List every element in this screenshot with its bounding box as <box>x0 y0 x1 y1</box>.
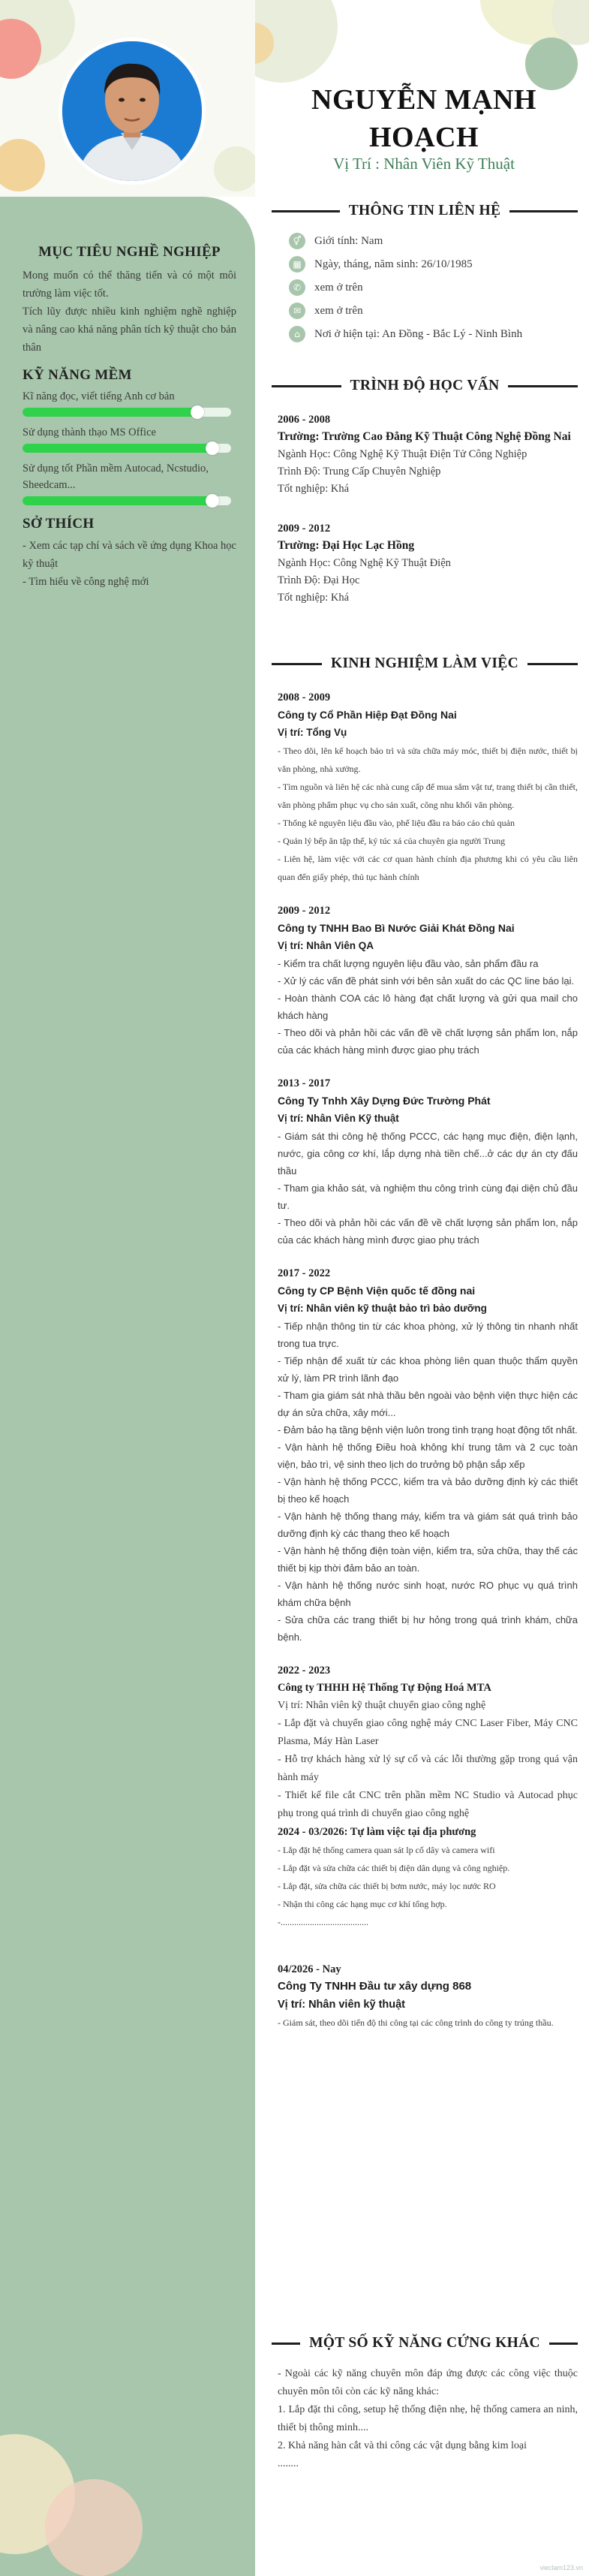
job-period: 2008 - 2009 <box>278 691 331 704</box>
title-rule <box>272 2343 300 2345</box>
job-duty: - Giám sát, theo dõi tiến độ thi công tại các công trình do công ty trúng thầu. <box>278 2017 554 2028</box>
education-detail: Trình Độ: Trung Cấp Chuyên Nghiệp <box>278 465 441 478</box>
hard-skill-line: 2. Khả năng hàn cắt và thi công các vật dụng bằng kim loại <box>278 2440 527 2451</box>
gender-icon: ⚥ <box>289 233 305 249</box>
job-company: Công Ty TNHH Đầu tư xây dựng 868 <box>278 1980 472 1993</box>
title-rule <box>549 2343 578 2345</box>
skill-bar-knob <box>191 405 204 419</box>
job-duty: - Thiết kế file cắt CNC trên phần mềm NC Studio và Autocad phục phụ trong quá trình di chuyển giao công nghệ <box>278 1790 578 1819</box>
freelance-title: 2024 - 03/2026: Tự làm việc tại địa phương <box>278 1826 476 1838</box>
job-company: Công ty TNHH Bao Bì Nước Giải Khát Đồng Nai <box>278 922 515 934</box>
education-item <box>278 520 578 607</box>
education-school: Trường: Trường Cao Đẳng Kỹ Thuật Công Nghệ Đồng Nai <box>278 430 571 443</box>
experience-item <box>278 1961 578 2032</box>
job-duty: - Vận hành hệ thống PCCC, kiểm tra và bảo dưỡng định kỳ các thiết bị theo kế hoạch <box>278 1476 578 1505</box>
contact-item <box>289 278 578 297</box>
avatar <box>59 38 206 185</box>
title-rule <box>272 210 340 212</box>
skill-bar-fill <box>23 496 215 505</box>
contact-text: Nơi ở hiện tại: An Đồng - Bắc Lý - Ninh Bình <box>314 328 523 340</box>
skill-item <box>23 424 236 453</box>
job-duty: - Thống kê nguyên liệu đầu vào, phế liệu đầu ra báo cáo chủ quản <box>278 818 515 828</box>
skill-item <box>23 460 236 505</box>
skill-bar <box>23 444 231 453</box>
left-column <box>0 0 255 2576</box>
job-duty: - Theo dõi và phản hồi các vấn đề về chất lượng sản phẩm lon, nắp của các khách hàng mình được giao phụ trách <box>278 1217 578 1246</box>
education-section-title <box>272 378 578 394</box>
job-duty: - Tìm nguồn và liên hệ các nhà cung cấp để mua sắm vật tư, trang thiết bị cần thiết, văn phòng phẩm phục vụ cho sản xuất, công nhu khối văn phòng. <box>278 782 578 810</box>
experience-item <box>278 1265 578 1646</box>
section-title-text: THÔNG TIN LIÊN HỆ <box>348 203 501 218</box>
hard-skills-list <box>278 2365 578 2473</box>
job-company: Công ty THHH Hệ Thống Tự Động Hoá MTA <box>278 1682 491 1694</box>
job-duty: - Kiểm tra chất lượng nguyên liệu đầu vào, sản phẩm đầu ra <box>278 958 539 969</box>
education-period: 2009 - 2012 <box>278 523 331 535</box>
title-rule <box>272 385 341 387</box>
avatar-portrait-icon <box>62 41 202 181</box>
job-role: Vị trí: Nhân viên kỹ thuật <box>278 1999 405 2011</box>
job-duty: - Tham gia giám sát nhà thầu bên ngoài vào bệnh viện thực hiện các dự án sửa chữa, xây mới... <box>278 1390 578 1418</box>
education-period: 2006 - 2008 <box>278 414 331 426</box>
section-title-text: KINH NGHIỆM LÀM VIỆC <box>331 655 518 671</box>
section-title-text: MỘT SỐ KỸ NĂNG CỨNG KHÁC <box>309 2335 540 2351</box>
watermark: vieclam123.vn <box>539 2564 583 2571</box>
experience-list <box>278 689 578 2032</box>
job-duty: - Nhận thi công các hạng mục cơ khí tổng hợp. <box>278 1899 447 1909</box>
job-duty: - Liên hệ, làm việc với các cơ quan hành chính địa phương khi có yêu cầu liên quan đến giấy phép, thủ tục hành chính <box>278 854 578 882</box>
skill-bar-fill <box>23 444 215 453</box>
decor-blob <box>0 139 45 191</box>
left-content <box>23 244 236 591</box>
objective-text <box>23 267 236 357</box>
skill-bar <box>23 496 231 505</box>
skill-label: Sử dụng tốt Phần mềm Autocad, Ncstudio, Sheedcam... <box>23 462 209 491</box>
hard-skill-line: ........ <box>278 2458 299 2469</box>
job-duty: - Xử lý các vấn đề phát sinh với bên sản xuất do các QC line báo lại. <box>278 975 575 987</box>
hobby-line: - Tìm hiểu về công nghệ mới <box>23 576 149 588</box>
job-duty: - Lắp đặt và sửa chữa các thiết bị điện dân dụng và công nghiệp. <box>278 1863 510 1873</box>
education-item <box>278 411 578 498</box>
job-duty: - Vận hành hệ thống thang máy, kiểm tra và giám sát quá trình bảo dưỡng định kỳ các thang theo kế hoạch <box>278 1511 578 1539</box>
education-detail: Ngành Học: Công Nghệ Kỹ Thuật Điện Tử Công Nghiệp <box>278 448 527 460</box>
job-role: Vị trí: Nhân viên kỹ thuật chuyển giao công nghệ <box>278 1700 486 1711</box>
experience-item <box>278 1075 578 1249</box>
soft-skills-heading: KỸ NĂNG MỀM <box>23 367 132 383</box>
contact-text: xem ở trên <box>314 305 363 317</box>
contact-list <box>289 231 578 348</box>
job-duty: - Vận hành hệ thống điện toàn viện, kiểm tra, sửa chữa, thay thế các thiết bị kịp thời đảm bảo an toàn. <box>278 1545 578 1574</box>
title-rule <box>527 663 578 665</box>
contact-item <box>289 324 578 344</box>
job-duty: - Lắp đặt, sửa chữa các thiết bị bơm nước, máy lọc nước RO <box>278 1881 496 1891</box>
contact-text: Ngày, tháng, năm sinh: 26/10/1985 <box>314 258 473 270</box>
decor-blob <box>45 2479 143 2576</box>
job-period: 04/2026 - Nay <box>278 1963 341 1975</box>
experience-item <box>278 689 578 886</box>
skill-bar-knob <box>206 441 219 455</box>
calendar-icon: ▦ <box>289 256 305 273</box>
job-duty: - Giám sát thi công hệ thống PCCC, các hạng mục điện, điện lạnh, nước, gia công cơ khí, lắp dựng nhà tiền chế...ở các dự án cty đấu thầu <box>278 1131 578 1177</box>
objective-line: Mong muốn có thể thăng tiến và có một môi trường làm việc tốt. <box>23 270 236 300</box>
job-role: Vị trí: Nhân Viên QA <box>278 940 374 951</box>
education-detail: Ngành Học: Công Nghệ Kỹ Thuật Điện <box>278 557 451 569</box>
contact-item <box>289 301 578 321</box>
contact-text: Giới tính: Nam <box>314 235 383 247</box>
email-icon: ✉ <box>289 303 305 319</box>
job-period: 2017 - 2022 <box>278 1267 331 1279</box>
job-duty: - Vận hành hệ thống nước sinh hoạt, nước RO phục vụ quá trình khám chữa bệnh <box>278 1580 578 1608</box>
location-icon: ⌂ <box>289 326 305 342</box>
job-role: Vị trí: Nhân viên kỹ thuật bảo trì bảo dưỡng <box>278 1303 487 1314</box>
title-rule <box>508 385 578 387</box>
hard-skill-line: 1. Lắp đặt thi công, setup hệ thống điện nhẹ, hệ thống camera an ninh, thiết bị thông minh.... <box>278 2404 578 2433</box>
phone-icon: ✆ <box>289 279 305 296</box>
skill-label: Sử dụng thành thạo MS Office <box>23 426 156 438</box>
job-role: Vị trí: Tổng Vụ <box>278 727 347 738</box>
job-company: Công Ty Tnhh Xây Dựng Đức Trường Phát <box>278 1095 491 1107</box>
job-duty: - Tham gia khảo sát, và nghiệm thu công trình cùng đại diện chủ đầu tư. <box>278 1183 578 1211</box>
hobbies-text <box>23 537 236 591</box>
job-duty: - Quản lý bếp ăn tập thể, ký túc xá của chuyên gia người Trung <box>278 836 506 846</box>
title-rule <box>272 663 322 665</box>
job-period: 2013 - 2017 <box>278 1077 331 1089</box>
hobby-line: - Xem các tạp chí và sách về ứng dụng Khoa học kỹ thuật <box>23 540 236 570</box>
job-company: Công ty CP Bệnh Viện quốc tế đồng nai <box>278 1285 476 1297</box>
education-school: Trường: Đại Học Lạc Hồng <box>278 539 415 552</box>
objective-heading: MỤC TIÊU NGHỀ NGHIỆP <box>38 244 221 260</box>
education-list <box>278 411 578 607</box>
job-duty: - Lắp đặt và chuyển giao công nghệ máy CNC Laser Fiber, Máy CNC Plasma, Máy Hàn Laser <box>278 1718 578 1747</box>
hard-skill-line: - Ngoài các kỹ năng chuyên môn đáp ứng được các công việc thuộc chuyên môn tôi còn các kỹ năng khác: <box>278 2368 578 2397</box>
objective-line: Tích lũy được nhiều kinh nghiệm nghề nghiệp và nâng cao khả năng phân tích kỹ thuật cho bản thân <box>23 306 236 354</box>
hobbies-heading: SỞ THÍCH <box>23 516 95 532</box>
decor-blob <box>214 146 255 191</box>
job-period: 2022 - 2023 <box>278 1665 331 1677</box>
job-duty: - Hoàn thành COA các lô hàng đạt chất lượng và gửi qua mail cho khách hàng <box>278 993 578 1021</box>
job-duty: - Lắp đặt hệ thống camera quan sát lp cố dây và camera wifi <box>278 1845 495 1855</box>
job-duty: - Theo dõi và phản hồi các vấn đề về chất lượng sản phẩm lon, nắp của các khách hàng mình được giao phụ trách <box>278 1027 578 1056</box>
education-detail: Tốt nghiệp: Khá <box>278 592 350 604</box>
experience-section-title <box>272 655 578 672</box>
job-duty: - Hỗ trợ khách hàng xử lý sự cố và các lỗi thường gặp trong quá vận hành máy <box>278 1754 578 1783</box>
section-title-text: TRÌNH ĐỘ HỌC VẤN <box>350 378 500 393</box>
skill-bar <box>23 408 231 417</box>
job-duty: - Theo dõi, lên kế hoạch bảo trì và sửa chữa máy móc, thiết bị điện nước, thiết bị văn phòng, nhà xưởng. <box>278 746 578 774</box>
job-duty: - Tiếp nhận thông tin từ các khoa phòng, xử lý thông tin nhanh nhất trong tua trực. <box>278 1321 578 1349</box>
job-duty: - Sửa chữa các trang thiết bị hư hỏng trong quá trình khám, chữa bệnh. <box>278 1614 578 1643</box>
contact-item <box>289 255 578 274</box>
job-duty: - Tiếp nhận để xuất từ các khoa phòng liên quan thuộc thẩm quyền xử lý, làm PR trình lãnh đạo <box>278 1355 578 1384</box>
experience-item <box>278 1662 578 1931</box>
job-duty: - Đảm bảo hạ tầng bệnh viện luôn trong tình trạng hoạt động tốt nhất. <box>278 1424 578 1436</box>
contact-section-title <box>272 203 578 219</box>
job-company: Công ty Cổ Phần Hiệp Đạt Đồng Nai <box>278 709 457 721</box>
job-duty: - Vận hành hệ thống Điều hoà không khí trung tâm và 2 cục toàn viện, bảo trì, vệ sinh theo lịch do trưởng bộ phận sắp xếp <box>278 1442 578 1470</box>
contact-text: xem ở trên <box>314 282 363 294</box>
education-detail: Tốt nghiệp: Khá <box>278 483 350 495</box>
education-detail: Trình Độ: Đại Học <box>278 574 360 586</box>
title-rule <box>509 210 578 212</box>
hard-skills-section-title <box>272 2335 578 2352</box>
candidate-position: Vị Trí : Nhân Viên Kỹ Thuật <box>333 155 515 173</box>
job-period: 2009 - 2012 <box>278 905 331 917</box>
contact-item <box>289 231 578 251</box>
skill-bar-knob <box>206 494 219 508</box>
job-role: Vị trí: Nhân Viên Kỹ thuật <box>278 1113 399 1124</box>
candidate-name: NGUYỄN MẠNH HOẠCH <box>311 84 536 153</box>
skill-item <box>23 388 236 417</box>
skill-label: Kĩ năng đọc, viết tiếng Anh cơ bản <box>23 390 175 402</box>
experience-item <box>278 902 578 1059</box>
job-duty: -....................................... <box>278 1917 368 1927</box>
skill-bar-fill <box>23 408 200 417</box>
